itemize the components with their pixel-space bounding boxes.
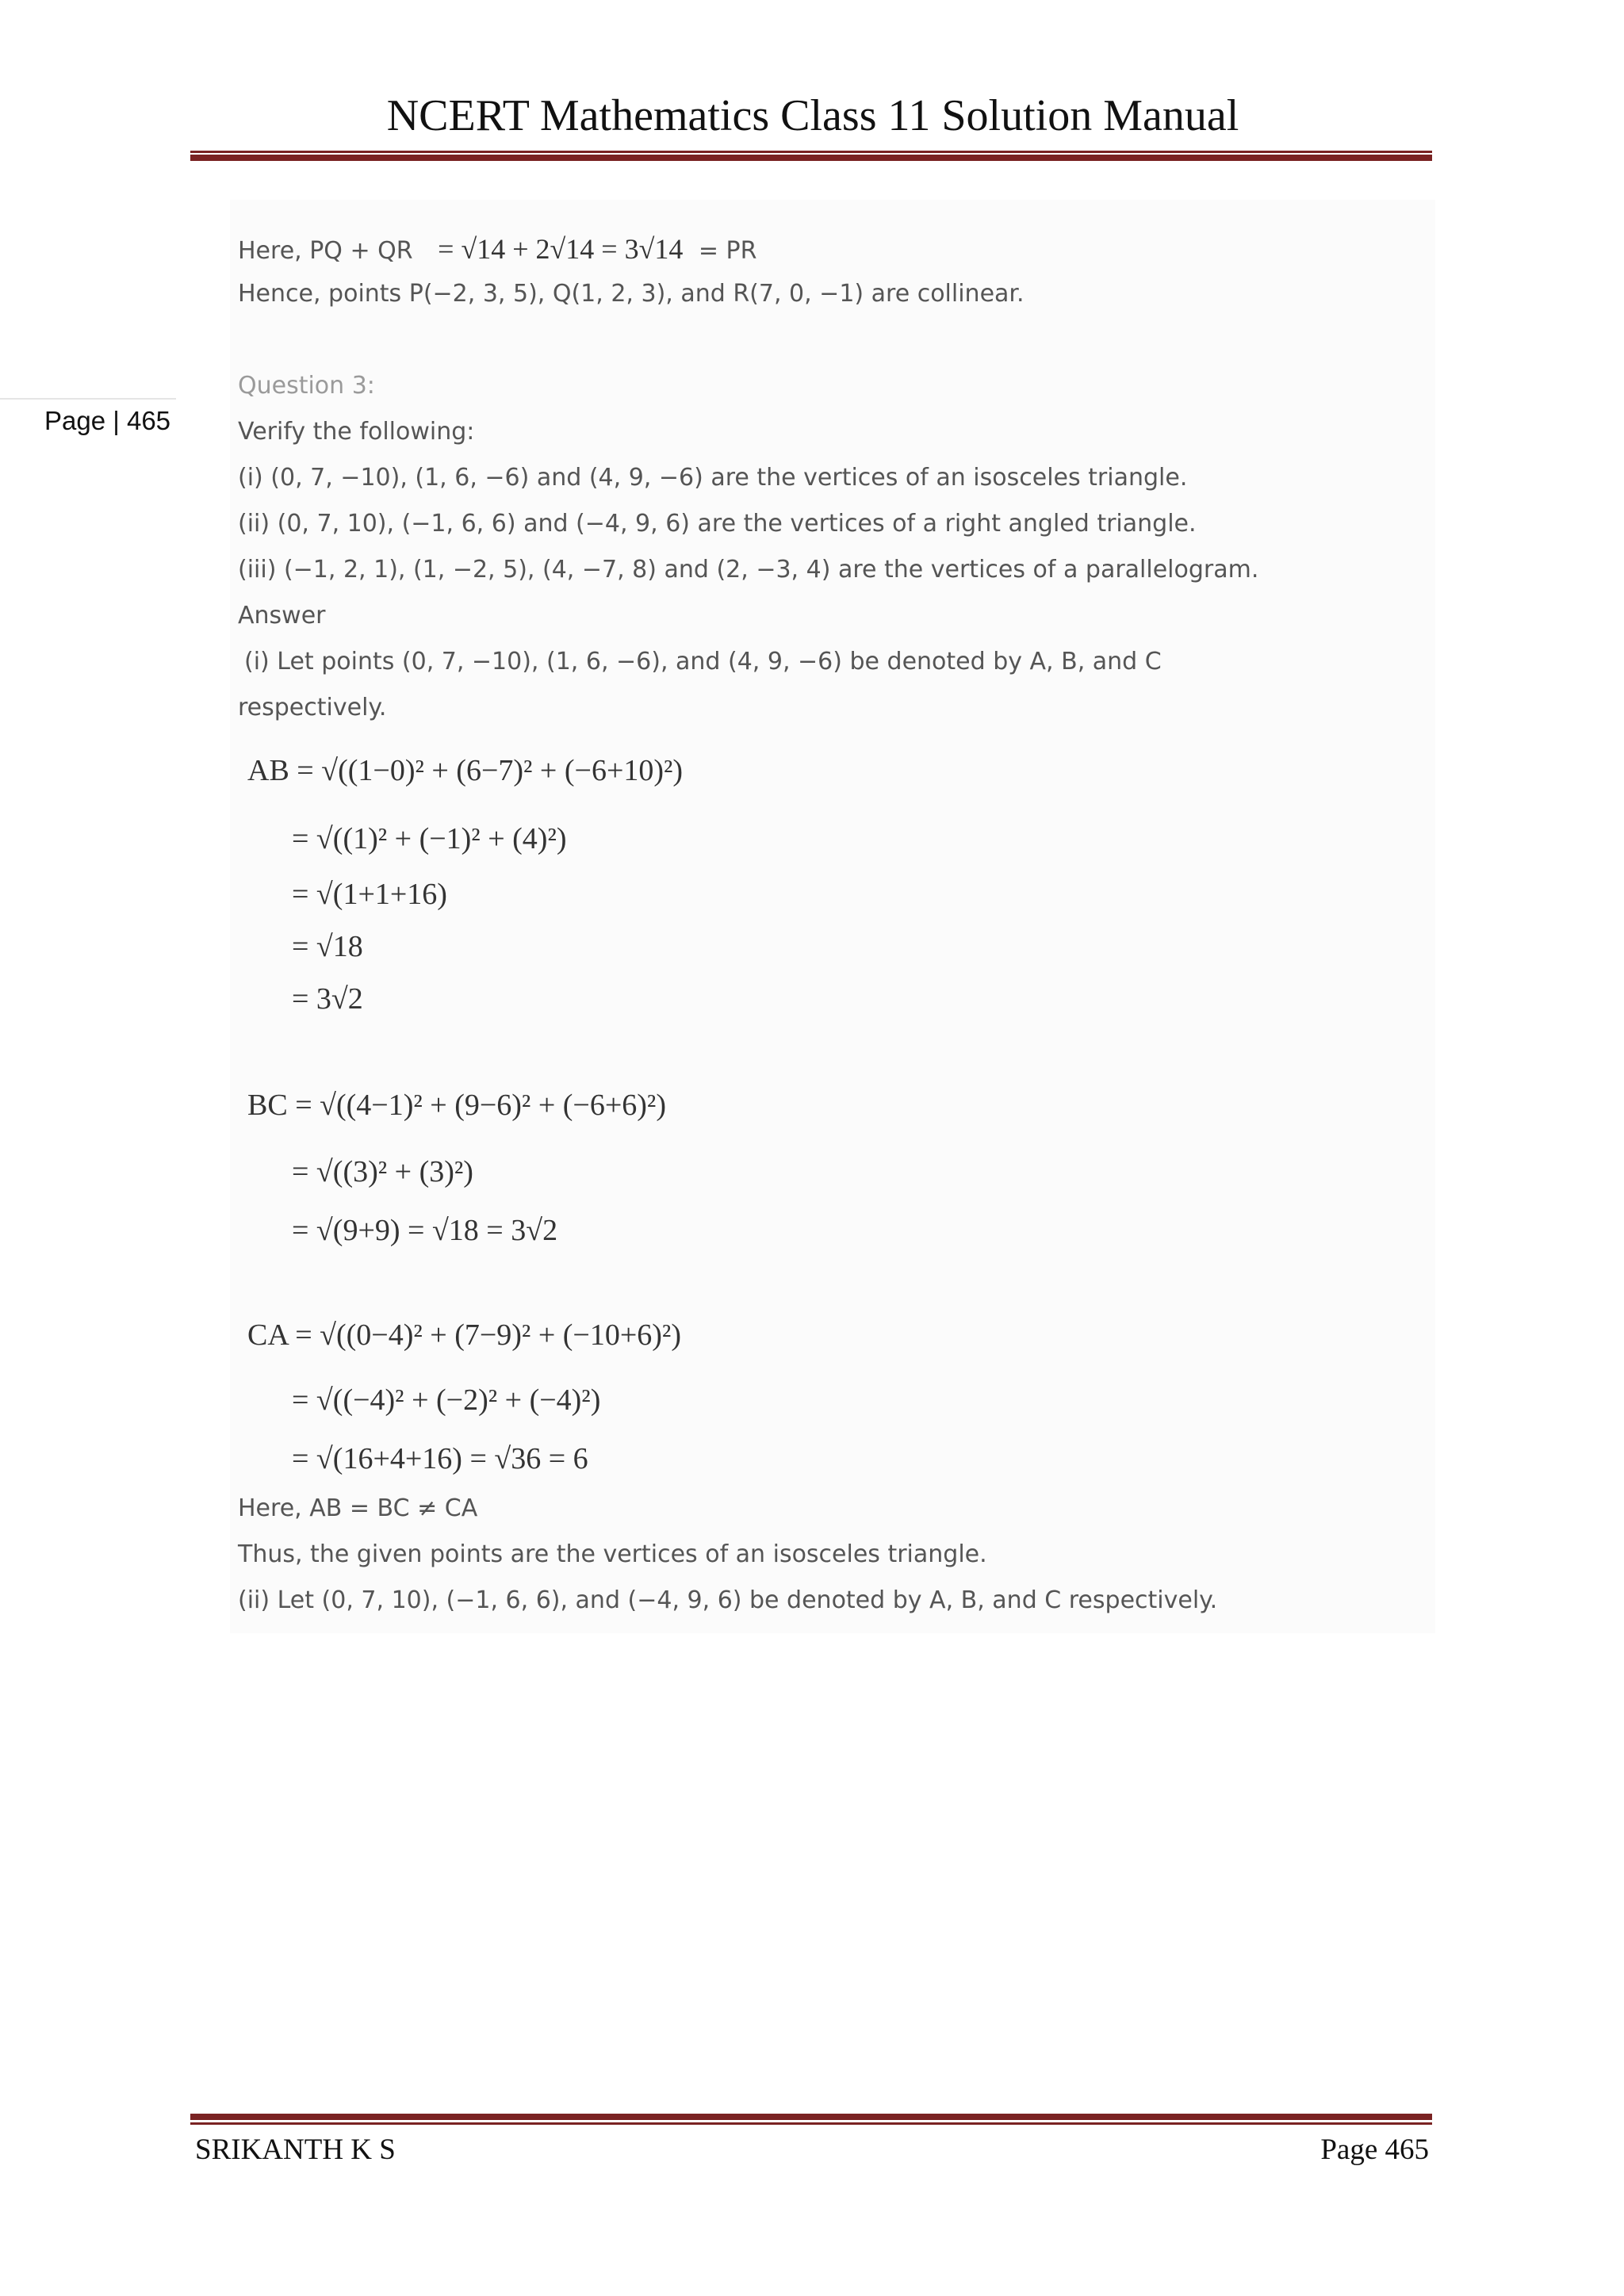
question-heading: Question 3: <box>238 372 375 400</box>
intro-line-1-text: Here, PQ + QR <box>238 237 413 265</box>
footer-page-number: Page 465 <box>1320 2133 1429 2166</box>
header-rule-thin <box>190 151 1432 153</box>
ab-step-3: = √(1+1+16) <box>292 878 447 911</box>
bc-step-3: = √(9+9) = √18 = 3√2 <box>292 1214 558 1247</box>
conclusion-1: Here, AB = BC ≠ CA <box>238 1494 478 1522</box>
intro-line-2: Hence, points P(−2, 3, 5), Q(1, 2, 3), and R(7, 0, −1) are collinear. <box>238 280 1025 308</box>
intro-line-1 <box>238 235 756 263</box>
part-ii-line: (ii) Let (0, 7, 10), (−1, 6, 6), and (−4, 9, 6) be denoted by A, B, and C respectively. <box>238 1586 1218 1614</box>
answer-line-2: respectively. <box>238 694 387 721</box>
ca-step-3: = √(16+4+16) = √36 = 6 <box>292 1442 588 1475</box>
answer-line-1: (i) Let points (0, 7, −10), (1, 6, −6), and (4, 9, −6) be denoted by A, B, and C <box>244 648 1162 675</box>
item-ii: (ii) (0, 7, 10), (−1, 6, 6) and (−4, 9, 6) are the vertices of a right angled triangle. <box>238 510 1197 538</box>
footer-author: SRIKANTH K S <box>195 2133 396 2166</box>
item-i: (i) (0, 7, −10), (1, 6, −6) and (4, 9, −6) are the vertices of an isosceles triangle. <box>238 464 1188 492</box>
bc-step-1: BC = √((4−1)² + (9−6)² + (−6+6)²) <box>247 1089 666 1122</box>
ab-step-5: = 3√2 <box>292 982 363 1016</box>
header-rule-thick <box>190 155 1432 161</box>
ab-step-1: AB = √((1−0)² + (6−7)² + (−6+10)²) <box>247 754 684 787</box>
verify-line: Verify the following: <box>238 418 475 446</box>
bc-step-2: = √((3)² + (3)²) <box>292 1155 473 1188</box>
ab-step-4: = √18 <box>292 930 363 963</box>
intro-line-1-tail: = PR <box>698 237 757 265</box>
side-page-label: Page | 465 <box>44 406 171 435</box>
side-divider <box>0 398 176 400</box>
ca-step-1: CA = √((0−4)² + (7−9)² + (−10+6)²) <box>247 1318 681 1352</box>
conclusion-2: Thus, the given points are the vertices of an isosceles triangle. <box>238 1540 987 1568</box>
answer-label: Answer <box>238 602 326 629</box>
item-iii: (iii) (−1, 2, 1), (1, −2, 5), (4, −7, 8) and (2, −3, 4) are the vertices of a parallelogram. <box>238 556 1259 584</box>
ab-step-2: = √((1)² + (−1)² + (4)²) <box>292 822 567 855</box>
footer-rule-thin <box>190 2122 1432 2125</box>
footer-rule-thick <box>190 2114 1432 2120</box>
page-header-title: NCERT Mathematics Class 11 Solution Manual <box>386 91 1239 140</box>
intro-line-1-math: = √14 + 2√14 = 3√14 <box>438 233 684 265</box>
ca-step-2: = √((−4)² + (−2)² + (−4)²) <box>292 1383 601 1417</box>
